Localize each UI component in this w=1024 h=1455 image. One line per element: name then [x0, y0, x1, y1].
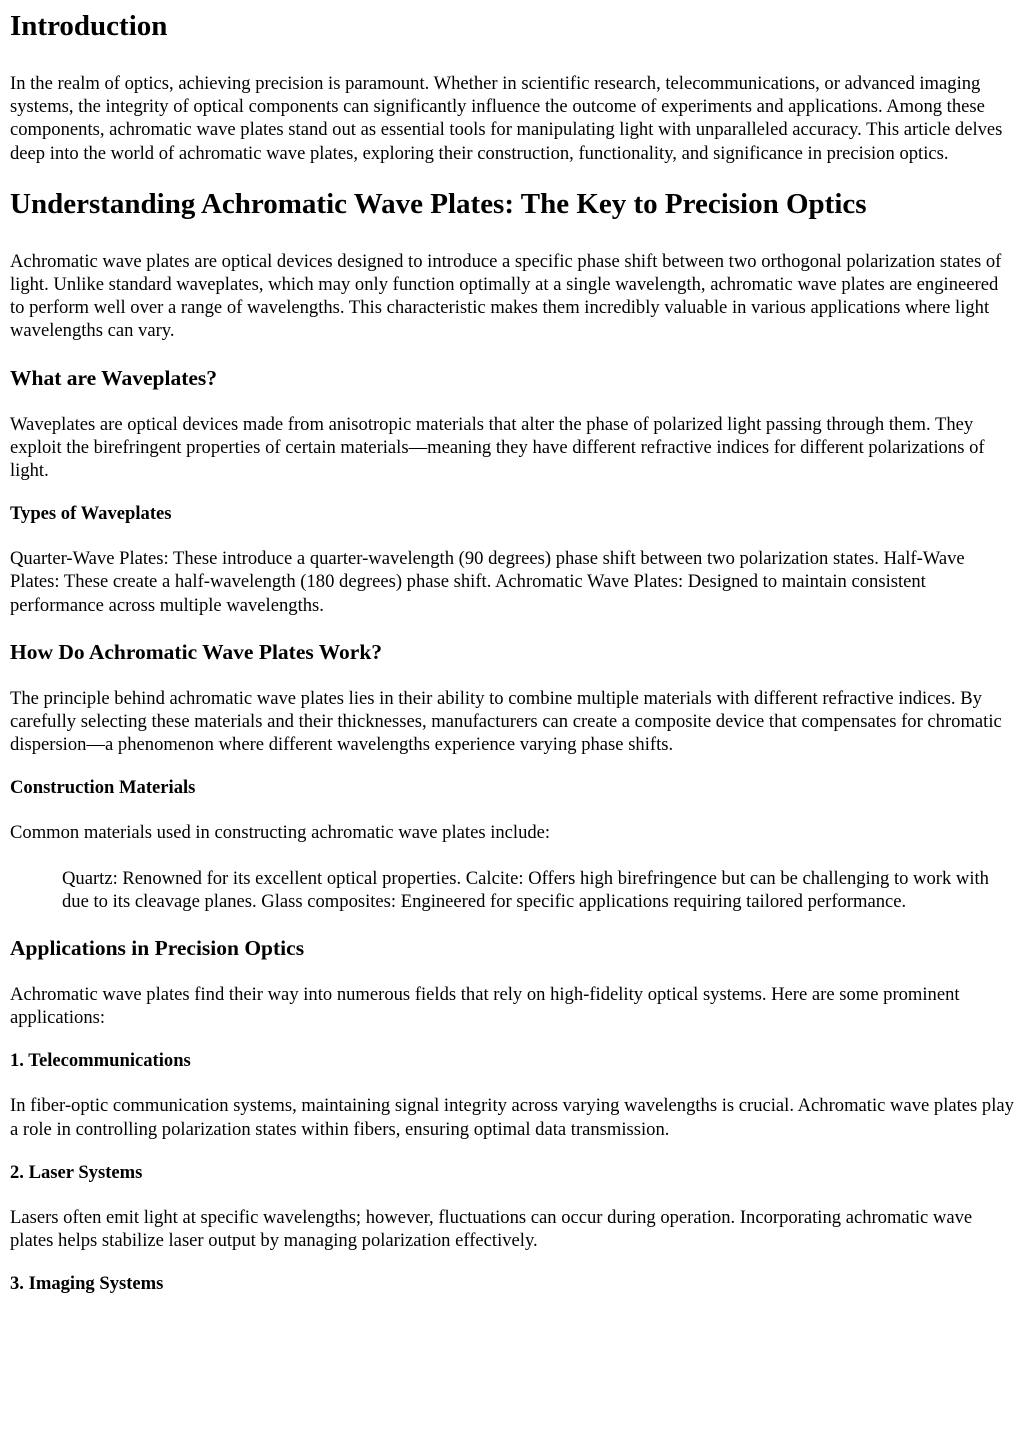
heading-applications: Applications in Precision Optics: [10, 936, 305, 961]
heading-introduction: Introduction: [10, 10, 168, 42]
heading-how-work: How Do Achromatic Wave Plates Work?: [10, 639, 383, 664]
paragraph-what-are-waveplates: Waveplates are optical devices made from anisotropic materials that alter the phase of polarized light passing through them. They exploit the birefringent properties of certain materials—meaning they have different refractive indices for different polarizations of light.: [10, 413, 985, 482]
paragraph-introduction: In the realm of optics, achieving precision is paramount. Whether in scientific research, telecommunications, or advanced imaging systems, the integrity of optical components can significantly influence the outcome of experiments and applications. Among these components, achromatic wave plates stand out as essential tools for manipulating light with unparalleled accuracy. This article delves deep into the world of achromatic wave plates, exploring their construction, functionality, and significance in precision optics.: [10, 73, 1003, 164]
paragraph-telecommunications: In fiber-optic communication systems, maintaining signal integrity across varying wavelengths is crucial. Achromatic wave plates play a role in controlling polarization states within fibers, ensuring optimal data transmission.: [10, 1095, 1014, 1140]
paragraph-understanding: Achromatic wave plates are optical devices designed to introduce a specific phase shift between two orthogonal polarization states of light. Unlike standard waveplates, which may only function optimally at a single wavelength, achromatic wave plates are engineered to perform well over a range of wavelengths. This characteristic makes them incredibly valuable in various applications where light wavelengths can vary.: [10, 250, 1002, 342]
heading-imaging-systems: 3. Imaging Systems: [10, 1273, 164, 1295]
heading-understanding: Understanding Achromatic Wave Plates: The Key to Precision Optics: [10, 187, 867, 220]
heading-telecommunications: 1. Telecommunications: [10, 1050, 191, 1072]
heading-types-of-waveplates: Types of Waveplates: [10, 503, 172, 525]
heading-laser-systems: 2. Laser Systems: [10, 1161, 143, 1183]
paragraph-construction-materials: Common materials used in constructing achromatic wave plates include:: [10, 822, 551, 844]
paragraph-how-work: The principle behind achromatic wave plates lies in their ability to combine multiple materials with different refractive indices. By carefully selecting these materials and their thicknesses, manufacturers can create a composite device that compensates for chromatic dispersion—a phenomenon where different wavelengths experience varying phase shifts.: [10, 687, 1002, 756]
heading-construction-materials: Construction Materials: [10, 777, 196, 799]
paragraph-types-of-waveplates: Quarter-Wave Plates: These introduce a quarter-wavelength (90 degrees) phase shift between two polarization states. Half-Wave Plates: These create a half-wavelength (180 degrees) phase shift. Achromatic Wave Plates: Designed to maintain consistent performance across multiple wavelengths.: [10, 548, 965, 616]
materials-quote: Quartz: Renowned for its excellent optical properties. Calcite: Offers high birefringence but can be challenging to work with due to its cleavage planes. Glass composites: Engineered for specific applications requiring tailored performance.: [62, 867, 989, 912]
paragraph-applications: Achromatic wave plates find their way into numerous fields that rely on high-fidelity optical systems. Here are some prominent applications:: [10, 984, 960, 1029]
paragraph-laser-systems: Lasers often emit light at specific wavelengths; however, fluctuations can occur during operation. Incorporating achromatic wave plates helps stabilize laser output by managing polarization effectively.: [10, 1206, 973, 1252]
heading-what-are-waveplates: What are Waveplates?: [10, 365, 218, 390]
